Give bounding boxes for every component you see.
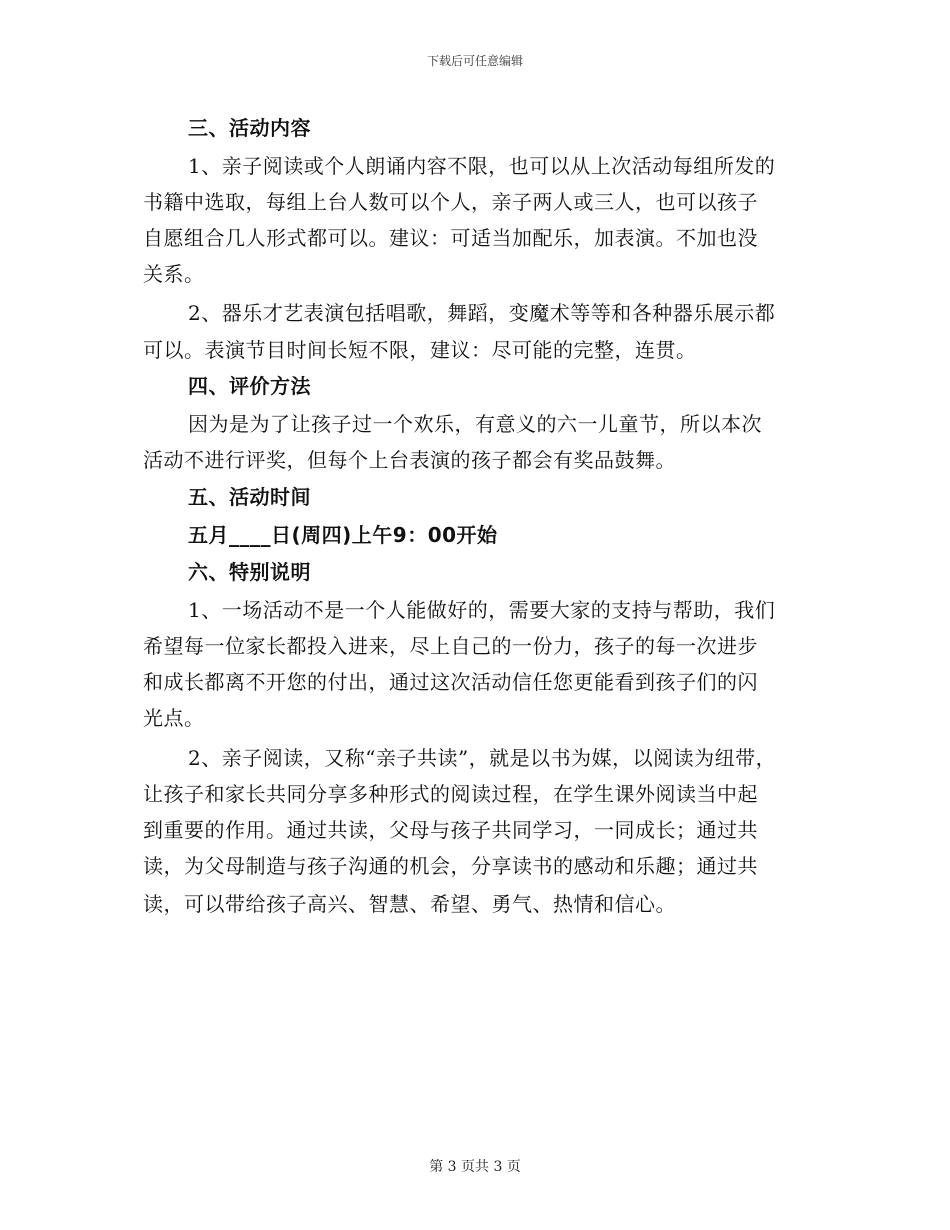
paragraph-line: 读，为父母制造与孩子沟通的机会，分享读书的感动和乐趣；通过共 — [143, 854, 758, 878]
paragraph-line: 关系。 — [143, 262, 205, 286]
page-header: 下载后可任意编辑 — [426, 54, 523, 68]
section-heading: 四、评价方法 — [188, 374, 311, 398]
paragraph-line: 自愿组合几人形式都可以。建议：可适当加配乐，加表演。不加也没 — [143, 226, 758, 250]
paragraph-line: 光点。 — [143, 706, 205, 730]
event-date: 五月____日(周四)上午9：00开始 — [188, 523, 498, 547]
paragraph-line: 2、亲子阅读，又称“亲子共读”，就是以书为媒，以阅读为纽带， — [188, 746, 777, 770]
paragraph-line: 1、一场活动不是一个人能做好的，需要大家的支持与帮助，我们 — [188, 598, 776, 622]
paragraph-line: 可以。表演节目时间长短不限，建议：尽可能的完整，连贯。 — [143, 338, 697, 362]
paragraph-line: 到重要的作用。通过共读，父母与孩子共同学习，一同成长；通过共 — [143, 818, 758, 842]
paragraph-line: 希望每一位家长都投入进来，尽上自己的一份力，孩子的每一次进步 — [143, 634, 758, 658]
paragraph-line: 读，可以带给孩子高兴、智慧、希望、勇气、热情和信心。 — [143, 892, 676, 916]
paragraph-line: 活动不进行评奖，但每个上台表演的孩子都会有奖品鼓舞。 — [143, 448, 676, 472]
section-heading: 六、特别说明 — [188, 560, 311, 584]
section-heading: 五、活动时间 — [188, 485, 311, 509]
paragraph-line: 让孩子和家长共同分享多种形式的阅读过程，在学生课外阅读当中起 — [143, 782, 758, 806]
section-heading: 三、活动内容 — [188, 116, 311, 140]
paragraph-line: 书籍中选取，每组上台人数可以个人，亲子两人或三人，也可以孩子 — [143, 190, 758, 214]
page-footer: 第 3 页共 3 页 — [429, 1159, 521, 1175]
paragraph-line: 1、亲子阅读或个人朗诵内容不限，也可以从上次活动每组所发的 — [188, 154, 776, 178]
paragraph-line: 和成长都离不开您的付出，通过这次活动信任您更能看到孩子们的闪 — [143, 670, 758, 694]
paragraph-line: 因为是为了让孩子过一个欢乐，有意义的六一儿童节，所以本次 — [188, 412, 762, 436]
paragraph-line: 2、器乐才艺表演包括唱歌，舞蹈，变魔术等等和各种器乐展示都 — [188, 301, 776, 325]
